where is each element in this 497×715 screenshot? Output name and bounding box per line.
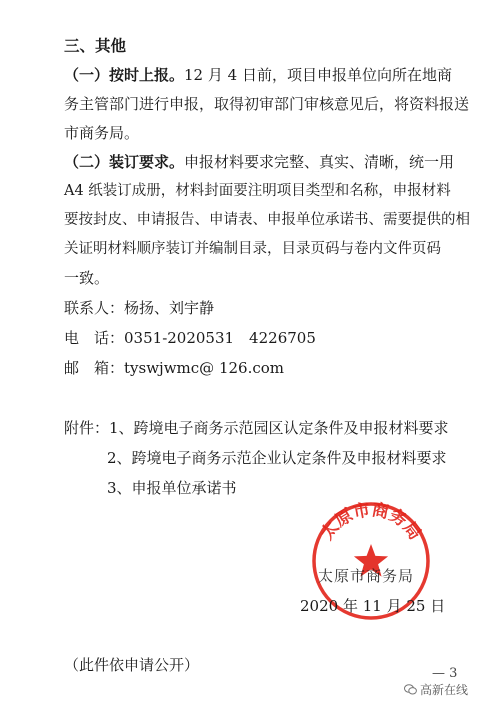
seal-text: 太原市商务局 [317,500,425,544]
item1-label: （一）按时上报。 [64,66,185,84]
signature-date: 2020 年 11 月 25 日 [300,597,446,615]
item2-line2: A4 纸装订成册，材料封面要注明项目类型和名称，申报材料 [64,183,451,199]
email-label: 邮 箱： [64,359,125,377]
item1-line2: 务主管部门进行申报，取得初审部门审核意见后，将资料报送 [64,95,470,113]
contact-email [64,358,284,378]
phone-label: 电 话： [64,329,125,347]
item2-text-1: 申报材料要求完整、真实、清晰，统一用 [184,153,455,171]
item2-line4: 关证明材料顺序装订并编制目录，目录页码与卷内文件页码 [64,241,441,257]
item2-line3: 要按封皮、申请报告、申请表、申报单位承诺书、需要提供的相 [64,212,470,228]
public-note: （此件依申请公开） [64,656,200,674]
item1-text-1: 12 月 4 日前，项目申报单位向所在地商 [184,66,452,84]
email-value: tyswjwmc@ 126.com [124,359,284,377]
signature-org: 太原市商务局 [318,567,415,585]
attachment-item-2: 2、跨境电子商务示范企业认定条件及申报材料要求 [107,449,447,467]
contact-person: 联系人：杨扬、刘宇静 [64,299,215,317]
watermark-text: 高新在线 [420,683,469,697]
attachments-label: 附件： [64,419,110,437]
wechat-icon [404,684,417,695]
attachment-item-1: 1、跨境电子商务示范园区认定条件及申报材料要求 [109,419,449,437]
item2-line1 [64,152,454,172]
attachment-item-3: 3、申报单位承诺书 [107,479,237,497]
item2-label: （二）装订要求。 [64,153,185,171]
page-number: — 3 [432,666,458,681]
item2-line5: 一致。 [64,269,110,287]
item1-line3: 市商务局。 [64,124,140,142]
phone-value: 0351-2020531 4226705 [124,329,316,347]
contact-phone [64,328,316,348]
item1-line1 [64,65,452,85]
attachment-line-1 [64,418,449,438]
watermark [404,681,468,698]
section-title: 三、其他 [64,36,127,55]
